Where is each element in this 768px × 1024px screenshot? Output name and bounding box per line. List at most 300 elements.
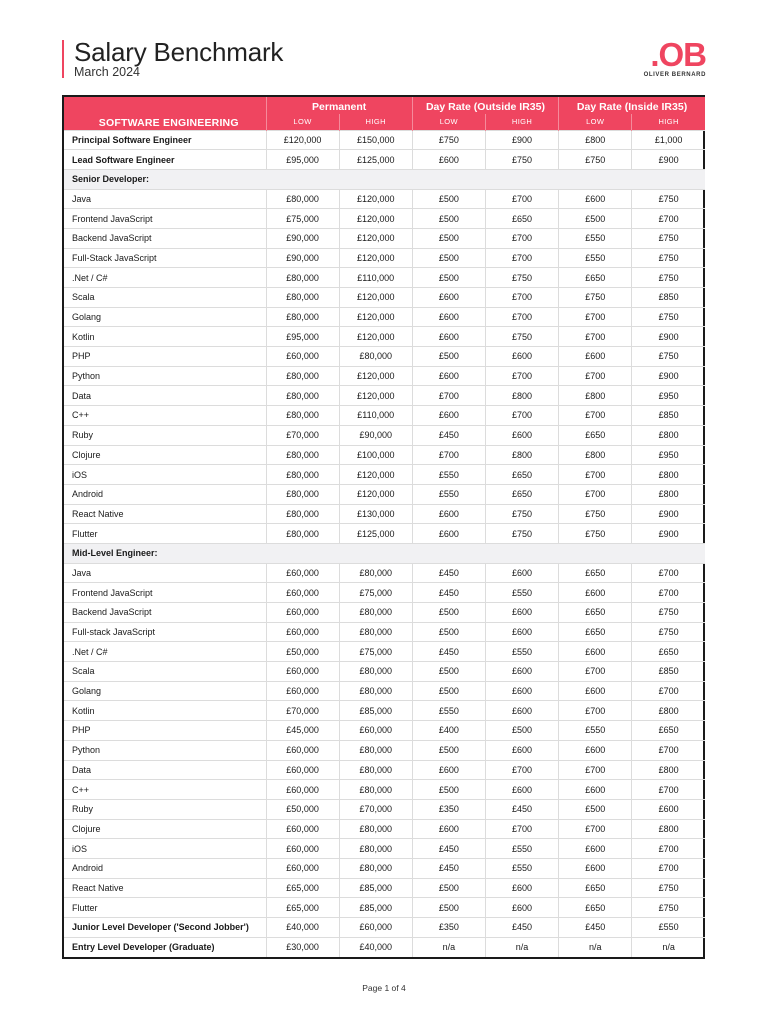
role-cell: Scala bbox=[64, 288, 266, 308]
value-cell: £600 bbox=[559, 583, 632, 603]
page-header bbox=[62, 36, 708, 84]
table-row bbox=[64, 484, 705, 504]
value-cell: £450 bbox=[485, 918, 558, 938]
value-cell: £700 bbox=[559, 307, 632, 327]
value-cell: £80,000 bbox=[339, 662, 412, 682]
value-cell: £700 bbox=[559, 327, 632, 347]
value-cell: £550 bbox=[559, 721, 632, 741]
value-cell: £60,000 bbox=[266, 780, 339, 800]
table-row bbox=[64, 740, 705, 760]
group-day-rate-outside: Day Rate (Outside IR35) bbox=[412, 97, 558, 114]
table-row bbox=[64, 288, 705, 308]
value-cell: £400 bbox=[412, 721, 485, 741]
table-row bbox=[64, 268, 705, 288]
role-cell: Frontend JavaScript bbox=[64, 209, 266, 229]
section-label: Senior Developer: bbox=[64, 169, 705, 189]
value-cell: £700 bbox=[632, 839, 705, 859]
value-cell: £600 bbox=[485, 878, 558, 898]
value-cell: £800 bbox=[632, 465, 705, 485]
value-cell: £800 bbox=[632, 425, 705, 445]
role-cell: Full-Stack JavaScript bbox=[64, 248, 266, 268]
role-cell: Junior Level Developer ('Second Jobber') bbox=[64, 918, 266, 938]
value-cell: £750 bbox=[485, 524, 558, 544]
table-body bbox=[64, 130, 705, 957]
value-cell: £700 bbox=[559, 662, 632, 682]
value-cell: £700 bbox=[485, 189, 558, 209]
value-cell: £50,000 bbox=[266, 642, 339, 662]
role-cell: iOS bbox=[64, 465, 266, 485]
logo-name: OLIVER BERNARD bbox=[643, 72, 706, 78]
value-cell: £80,000 bbox=[266, 406, 339, 426]
table-row bbox=[64, 898, 705, 918]
value-cell: £60,000 bbox=[339, 721, 412, 741]
role-cell: Clojure bbox=[64, 445, 266, 465]
value-cell: £600 bbox=[412, 150, 485, 170]
value-cell: £700 bbox=[485, 760, 558, 780]
role-cell: C++ bbox=[64, 406, 266, 426]
value-cell: £600 bbox=[559, 642, 632, 662]
table-row bbox=[64, 603, 705, 623]
value-cell: £60,000 bbox=[266, 563, 339, 583]
table-row bbox=[64, 780, 705, 800]
value-cell: £500 bbox=[412, 898, 485, 918]
value-cell: £850 bbox=[632, 662, 705, 682]
value-cell: £85,000 bbox=[339, 878, 412, 898]
value-cell: £600 bbox=[559, 740, 632, 760]
role-cell: Flutter bbox=[64, 898, 266, 918]
value-cell: £500 bbox=[412, 780, 485, 800]
role-cell: Ruby bbox=[64, 425, 266, 445]
value-cell: £700 bbox=[485, 288, 558, 308]
value-cell: £700 bbox=[559, 406, 632, 426]
value-cell: £500 bbox=[485, 721, 558, 741]
value-cell: £500 bbox=[412, 740, 485, 760]
value-cell: £700 bbox=[559, 701, 632, 721]
oliver-bernard-logo bbox=[638, 36, 708, 84]
value-cell: £80,000 bbox=[339, 760, 412, 780]
value-cell: £60,000 bbox=[266, 858, 339, 878]
value-cell: £800 bbox=[632, 484, 705, 504]
value-cell: £80,000 bbox=[266, 288, 339, 308]
role-cell: Java bbox=[64, 189, 266, 209]
value-cell: £700 bbox=[632, 780, 705, 800]
value-cell: £70,000 bbox=[266, 425, 339, 445]
value-cell: £650 bbox=[559, 898, 632, 918]
table-row bbox=[64, 642, 705, 662]
page-date: March 2024 bbox=[74, 65, 141, 79]
value-cell: £120,000 bbox=[339, 484, 412, 504]
value-cell: £450 bbox=[412, 642, 485, 662]
value-cell: £600 bbox=[412, 307, 485, 327]
table-row bbox=[64, 327, 705, 347]
role-cell: Flutter bbox=[64, 524, 266, 544]
role-cell: Android bbox=[64, 484, 266, 504]
value-cell: £60,000 bbox=[266, 662, 339, 682]
value-cell: £600 bbox=[485, 347, 558, 367]
table-row bbox=[64, 721, 705, 741]
value-cell: £50,000 bbox=[266, 799, 339, 819]
value-cell: £120,000 bbox=[339, 248, 412, 268]
role-cell: Data bbox=[64, 760, 266, 780]
value-cell: £700 bbox=[559, 465, 632, 485]
value-cell: £500 bbox=[412, 268, 485, 288]
salary-table bbox=[62, 95, 705, 959]
value-cell: £120,000 bbox=[339, 209, 412, 229]
value-cell: £900 bbox=[632, 504, 705, 524]
table-row bbox=[64, 228, 705, 248]
value-cell: £500 bbox=[412, 878, 485, 898]
value-cell: £750 bbox=[632, 189, 705, 209]
value-cell: £800 bbox=[632, 819, 705, 839]
value-cell: £500 bbox=[412, 209, 485, 229]
table-row bbox=[64, 406, 705, 426]
value-cell: £70,000 bbox=[266, 701, 339, 721]
role-cell: Golang bbox=[64, 681, 266, 701]
group-day-rate-inside: Day Rate (Inside IR35) bbox=[559, 97, 705, 114]
value-cell: £700 bbox=[559, 484, 632, 504]
value-cell: £80,000 bbox=[339, 740, 412, 760]
value-cell: £750 bbox=[485, 327, 558, 347]
value-cell: £125,000 bbox=[339, 150, 412, 170]
value-cell: £80,000 bbox=[266, 504, 339, 524]
role-cell: .Net / C# bbox=[64, 642, 266, 662]
value-cell: £80,000 bbox=[266, 484, 339, 504]
value-cell: £750 bbox=[632, 248, 705, 268]
value-cell: £550 bbox=[412, 465, 485, 485]
value-cell: £80,000 bbox=[339, 347, 412, 367]
value-cell: £85,000 bbox=[339, 898, 412, 918]
value-cell: £60,000 bbox=[266, 760, 339, 780]
value-cell: £120,000 bbox=[339, 288, 412, 308]
value-cell: £150,000 bbox=[339, 130, 412, 150]
value-cell: £600 bbox=[559, 681, 632, 701]
table-row bbox=[64, 622, 705, 642]
value-cell: n/a bbox=[559, 937, 632, 957]
value-cell: £700 bbox=[485, 406, 558, 426]
value-cell: £750 bbox=[632, 878, 705, 898]
role-cell: Golang bbox=[64, 307, 266, 327]
value-cell: £650 bbox=[559, 878, 632, 898]
value-cell: £100,000 bbox=[339, 445, 412, 465]
value-cell: £80,000 bbox=[266, 445, 339, 465]
value-cell: £800 bbox=[559, 130, 632, 150]
value-cell: £850 bbox=[632, 406, 705, 426]
value-cell: £900 bbox=[632, 366, 705, 386]
value-cell: £700 bbox=[559, 819, 632, 839]
value-cell: £600 bbox=[559, 780, 632, 800]
group-permanent: Permanent bbox=[266, 97, 412, 114]
value-cell: £600 bbox=[412, 524, 485, 544]
subheader-high: HIGH bbox=[485, 114, 558, 130]
role-cell: React Native bbox=[64, 504, 266, 524]
role-cell: Python bbox=[64, 740, 266, 760]
value-cell: £80,000 bbox=[266, 189, 339, 209]
value-cell: £120,000 bbox=[339, 307, 412, 327]
value-cell: £900 bbox=[632, 150, 705, 170]
value-cell: £650 bbox=[559, 425, 632, 445]
value-cell: £350 bbox=[412, 799, 485, 819]
value-cell: £750 bbox=[559, 524, 632, 544]
table-row bbox=[64, 760, 705, 780]
value-cell: £550 bbox=[412, 701, 485, 721]
role-cell: iOS bbox=[64, 839, 266, 859]
value-cell: £750 bbox=[632, 622, 705, 642]
value-cell: £700 bbox=[412, 445, 485, 465]
value-cell: £850 bbox=[632, 288, 705, 308]
value-cell: £90,000 bbox=[339, 425, 412, 445]
value-cell: £750 bbox=[632, 603, 705, 623]
value-cell: £110,000 bbox=[339, 406, 412, 426]
value-cell: £500 bbox=[412, 248, 485, 268]
logo-mark: .OB bbox=[650, 36, 706, 73]
value-cell: £60,000 bbox=[266, 681, 339, 701]
value-cell: £65,000 bbox=[266, 898, 339, 918]
value-cell: £60,000 bbox=[266, 347, 339, 367]
role-cell: Entry Level Developer (Graduate) bbox=[64, 937, 266, 957]
value-cell: £80,000 bbox=[266, 366, 339, 386]
page-number: Page 1 of 4 bbox=[362, 983, 406, 993]
value-cell: £120,000 bbox=[339, 386, 412, 406]
value-cell: £550 bbox=[485, 642, 558, 662]
value-cell: £500 bbox=[412, 189, 485, 209]
table-row bbox=[64, 839, 705, 859]
table-row bbox=[64, 307, 705, 327]
value-cell: £950 bbox=[632, 445, 705, 465]
value-cell: £700 bbox=[632, 681, 705, 701]
value-cell: £800 bbox=[559, 445, 632, 465]
value-cell: £80,000 bbox=[339, 622, 412, 642]
value-cell: £800 bbox=[632, 701, 705, 721]
value-cell: £750 bbox=[632, 268, 705, 288]
value-cell: £600 bbox=[412, 406, 485, 426]
value-cell: £90,000 bbox=[266, 228, 339, 248]
value-cell: £700 bbox=[485, 819, 558, 839]
value-cell: £500 bbox=[412, 228, 485, 248]
value-cell: £550 bbox=[412, 484, 485, 504]
role-cell: Scala bbox=[64, 662, 266, 682]
value-cell: n/a bbox=[485, 937, 558, 957]
value-cell: £700 bbox=[632, 563, 705, 583]
table-row bbox=[64, 150, 705, 170]
value-cell: £600 bbox=[485, 701, 558, 721]
table-row bbox=[64, 465, 705, 485]
value-cell: £700 bbox=[632, 583, 705, 603]
value-cell: £500 bbox=[412, 603, 485, 623]
value-cell: £600 bbox=[412, 504, 485, 524]
value-cell: £450 bbox=[485, 799, 558, 819]
value-cell: £65,000 bbox=[266, 878, 339, 898]
value-cell: £500 bbox=[412, 662, 485, 682]
value-cell: £600 bbox=[485, 898, 558, 918]
value-cell: £700 bbox=[632, 858, 705, 878]
value-cell: £750 bbox=[559, 288, 632, 308]
table-row bbox=[64, 701, 705, 721]
value-cell: £45,000 bbox=[266, 721, 339, 741]
value-cell: £500 bbox=[559, 209, 632, 229]
section-label: Mid-Level Engineer: bbox=[64, 543, 705, 563]
value-cell: £800 bbox=[485, 386, 558, 406]
value-cell: £700 bbox=[632, 740, 705, 760]
value-cell: £90,000 bbox=[266, 248, 339, 268]
value-cell: £60,000 bbox=[266, 839, 339, 859]
value-cell: £350 bbox=[412, 918, 485, 938]
value-cell: £75,000 bbox=[266, 209, 339, 229]
value-cell: £70,000 bbox=[339, 799, 412, 819]
value-cell: £600 bbox=[412, 366, 485, 386]
value-cell: £750 bbox=[632, 898, 705, 918]
value-cell: £60,000 bbox=[339, 918, 412, 938]
table-row bbox=[64, 366, 705, 386]
value-cell: £600 bbox=[632, 799, 705, 819]
value-cell: £600 bbox=[412, 327, 485, 347]
value-cell: £450 bbox=[412, 839, 485, 859]
role-cell: C++ bbox=[64, 780, 266, 800]
value-cell: £80,000 bbox=[339, 780, 412, 800]
table-row bbox=[64, 563, 705, 583]
value-cell: £95,000 bbox=[266, 150, 339, 170]
table-row bbox=[64, 248, 705, 268]
role-cell: Full-stack JavaScript bbox=[64, 622, 266, 642]
value-cell: £650 bbox=[559, 622, 632, 642]
value-cell: £80,000 bbox=[266, 386, 339, 406]
value-cell: £450 bbox=[559, 918, 632, 938]
table-row bbox=[64, 445, 705, 465]
value-cell: £900 bbox=[632, 524, 705, 544]
value-cell: £800 bbox=[632, 760, 705, 780]
table-row bbox=[64, 386, 705, 406]
value-cell: £600 bbox=[559, 858, 632, 878]
table-row bbox=[64, 524, 705, 544]
role-cell: PHP bbox=[64, 721, 266, 741]
value-cell: £80,000 bbox=[339, 819, 412, 839]
value-cell: £700 bbox=[485, 307, 558, 327]
value-cell: £650 bbox=[485, 484, 558, 504]
value-cell: £120,000 bbox=[339, 465, 412, 485]
value-cell: £60,000 bbox=[266, 622, 339, 642]
value-cell: £700 bbox=[632, 209, 705, 229]
value-cell: £650 bbox=[485, 209, 558, 229]
table-row bbox=[64, 819, 705, 839]
accent-bar bbox=[62, 40, 64, 78]
table-row bbox=[64, 209, 705, 229]
value-cell: £950 bbox=[632, 386, 705, 406]
value-cell: £120,000 bbox=[339, 228, 412, 248]
value-cell: £600 bbox=[559, 347, 632, 367]
value-cell: £650 bbox=[632, 721, 705, 741]
value-cell: £75,000 bbox=[339, 642, 412, 662]
value-cell: £450 bbox=[412, 858, 485, 878]
value-cell: £750 bbox=[485, 504, 558, 524]
role-cell: Backend JavaScript bbox=[64, 228, 266, 248]
role-cell: Lead Software Engineer bbox=[64, 150, 266, 170]
value-cell: £125,000 bbox=[339, 524, 412, 544]
subheader-high: HIGH bbox=[339, 114, 412, 130]
value-cell: £120,000 bbox=[339, 327, 412, 347]
role-cell: .Net / C# bbox=[64, 268, 266, 288]
value-cell: £650 bbox=[632, 642, 705, 662]
value-cell: £80,000 bbox=[266, 524, 339, 544]
role-cell: Frontend JavaScript bbox=[64, 583, 266, 603]
role-cell: Data bbox=[64, 386, 266, 406]
value-cell: £450 bbox=[412, 425, 485, 445]
value-cell: £500 bbox=[412, 681, 485, 701]
value-cell: £500 bbox=[559, 799, 632, 819]
value-cell: £700 bbox=[485, 366, 558, 386]
value-cell: £80,000 bbox=[339, 603, 412, 623]
value-cell: £120,000 bbox=[339, 366, 412, 386]
role-cell: Ruby bbox=[64, 799, 266, 819]
value-cell: £750 bbox=[485, 150, 558, 170]
value-cell: £750 bbox=[632, 228, 705, 248]
value-cell: £750 bbox=[632, 347, 705, 367]
value-cell: £700 bbox=[485, 228, 558, 248]
value-cell: £700 bbox=[559, 366, 632, 386]
value-cell: £600 bbox=[485, 740, 558, 760]
role-cell: Java bbox=[64, 563, 266, 583]
value-cell: £120,000 bbox=[266, 130, 339, 150]
value-cell: £600 bbox=[485, 622, 558, 642]
role-cell: Android bbox=[64, 858, 266, 878]
value-cell: £650 bbox=[559, 563, 632, 583]
value-cell: £550 bbox=[485, 858, 558, 878]
table-section-row bbox=[64, 543, 705, 563]
table-row bbox=[64, 799, 705, 819]
value-cell: £40,000 bbox=[266, 918, 339, 938]
value-cell: £550 bbox=[485, 839, 558, 859]
role-cell: Python bbox=[64, 366, 266, 386]
value-cell: £60,000 bbox=[266, 740, 339, 760]
value-cell: n/a bbox=[412, 937, 485, 957]
value-cell: £95,000 bbox=[266, 327, 339, 347]
value-cell: £550 bbox=[559, 248, 632, 268]
table-row bbox=[64, 130, 705, 150]
value-cell: £700 bbox=[559, 760, 632, 780]
value-cell: £80,000 bbox=[266, 307, 339, 327]
value-cell: £900 bbox=[485, 130, 558, 150]
section-title: SOFTWARE ENGINEERING bbox=[64, 97, 266, 130]
value-cell: £700 bbox=[412, 386, 485, 406]
value-cell: £60,000 bbox=[266, 583, 339, 603]
value-cell: £700 bbox=[485, 248, 558, 268]
value-cell: £600 bbox=[485, 662, 558, 682]
value-cell: £600 bbox=[412, 819, 485, 839]
value-cell: £500 bbox=[412, 347, 485, 367]
value-cell: £750 bbox=[632, 307, 705, 327]
value-cell: £650 bbox=[485, 465, 558, 485]
value-cell: £110,000 bbox=[339, 268, 412, 288]
value-cell: £450 bbox=[412, 583, 485, 603]
value-cell: £60,000 bbox=[266, 603, 339, 623]
value-cell: £600 bbox=[485, 681, 558, 701]
value-cell: £600 bbox=[559, 839, 632, 859]
subheader-high: HIGH bbox=[632, 114, 705, 130]
value-cell: £750 bbox=[485, 268, 558, 288]
value-cell: £600 bbox=[485, 425, 558, 445]
value-cell: £800 bbox=[559, 386, 632, 406]
role-cell: PHP bbox=[64, 347, 266, 367]
value-cell: £80,000 bbox=[339, 839, 412, 859]
value-cell: £30,000 bbox=[266, 937, 339, 957]
value-cell: £60,000 bbox=[266, 819, 339, 839]
table-row bbox=[64, 681, 705, 701]
subheader-low: LOW bbox=[266, 114, 339, 130]
value-cell: £1,000 bbox=[632, 130, 705, 150]
value-cell: £650 bbox=[559, 603, 632, 623]
table-row bbox=[64, 937, 705, 957]
value-cell: £800 bbox=[485, 445, 558, 465]
role-cell: Principal Software Engineer bbox=[64, 130, 266, 150]
table-row bbox=[64, 662, 705, 682]
